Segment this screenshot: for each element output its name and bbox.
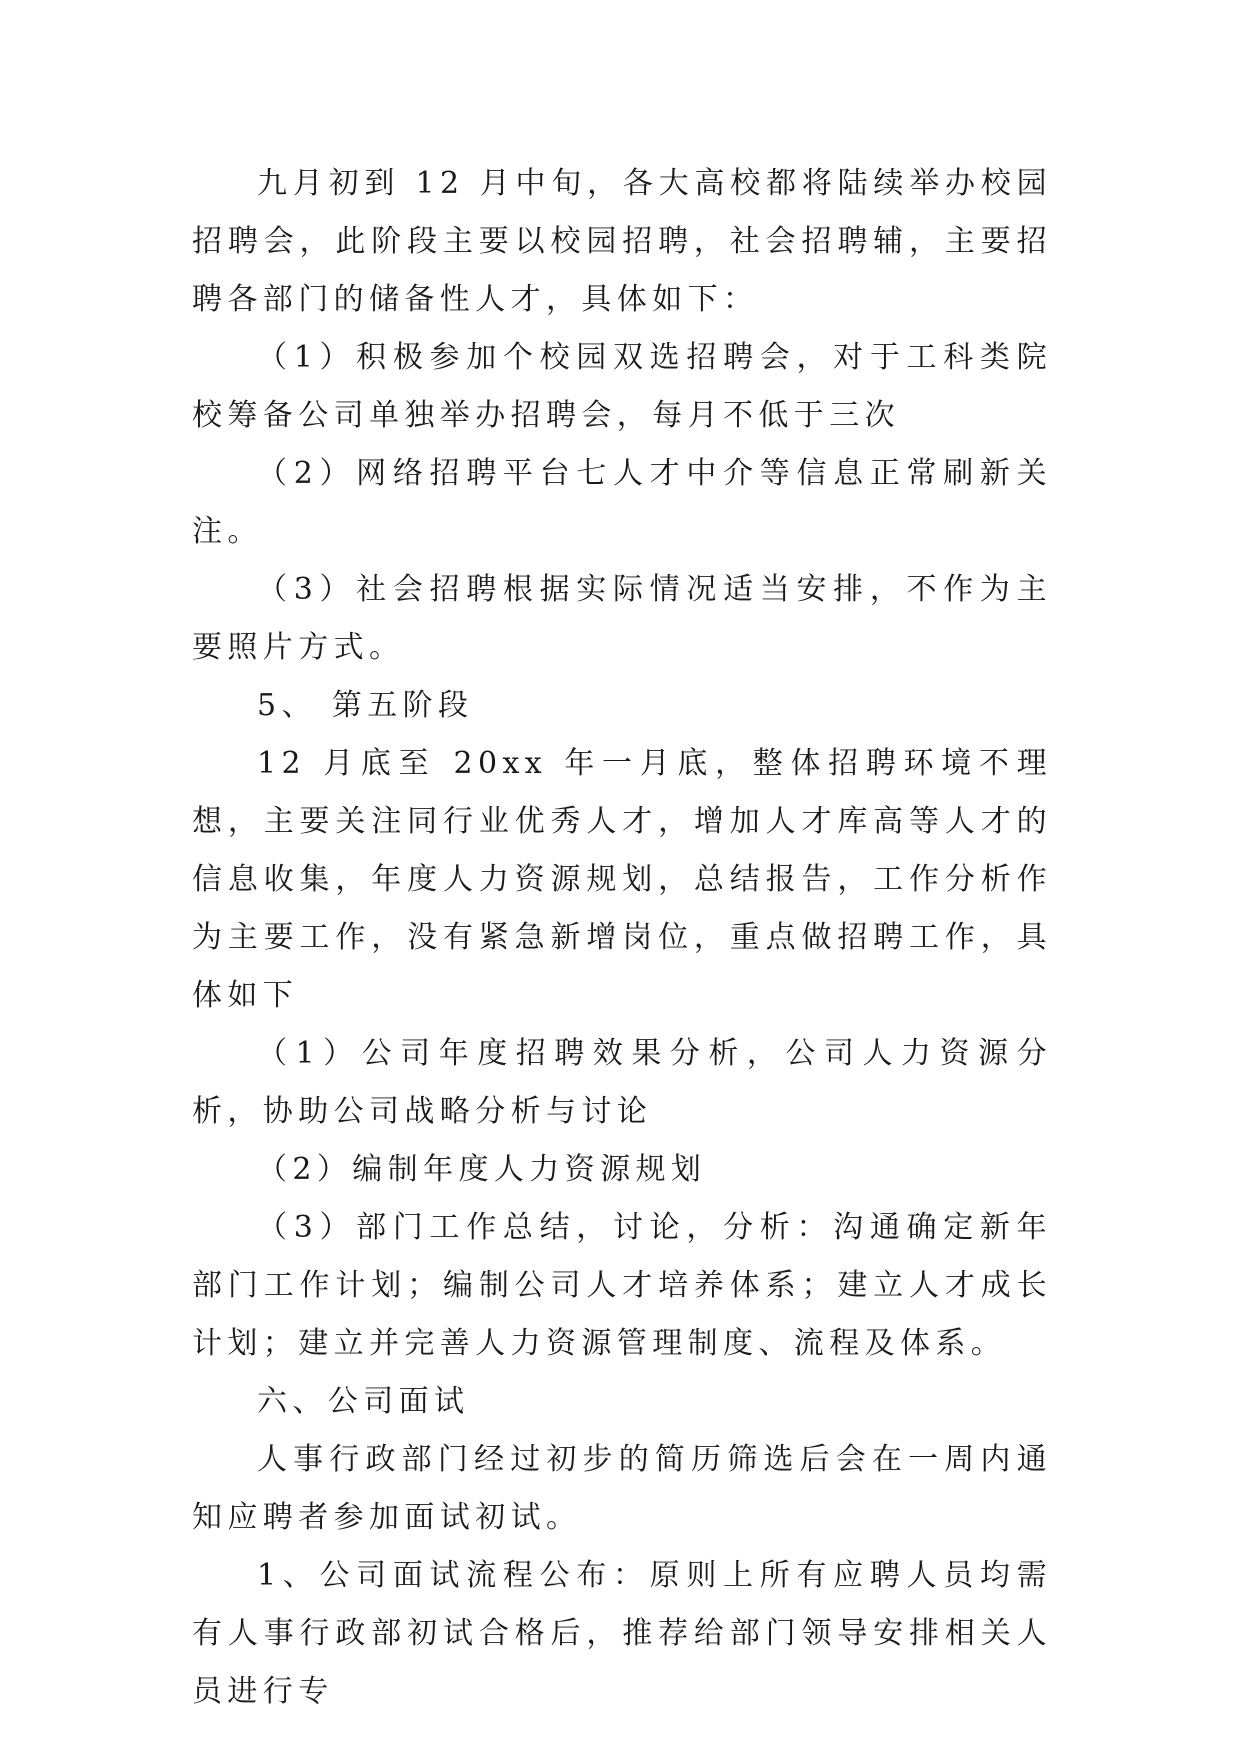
paragraph-interview-notice: 人事行政部门经过初步的简历筛选后会在一周内通知应聘者参加面试初试。 bbox=[192, 1442, 1052, 1535]
paragraph-item-3-department-summary: （3）部门工作总结，讨论，分析：沟通确定新年部门工作计划；编制公司人才培养体系；建立人才成长计划；建立并完善人力资源管理制度、流程及体系。 bbox=[192, 1210, 1052, 1361]
paragraph-item-2-online-platforms: （2）网络招聘平台七人才中介等信息正常刷新关注。 bbox=[192, 456, 1052, 549]
paragraph-item-2-hr-planning: （2）编制年度人力资源规划 bbox=[257, 1152, 707, 1187]
paragraph-item-1-campus-fairs: （1）积极参加个校园双选招聘会，对于工科类院校筹备公司单独举办招聘会，每月不低于三次 bbox=[192, 340, 1052, 433]
paragraph-stage-five-overview: 12 月底至 20xx 年一月底，整体招聘环境不理想，主要关注同行业优秀人才，增加人才库高等人才的信息收集，年度人力资源规划，总结报告，工作分析作为主要工作，没有紧急新增岗位，重点做招聘工作，具体如下 bbox=[192, 746, 1052, 1013]
document-body bbox=[192, 155, 1052, 1721]
paragraph-campus-recruitment: 九月初到 12 月中旬，各大高校都将陆续举办校园招聘会，此阶段主要以校园招聘，社会招聘辅，主要招聘各部门的储备性人才，具体如下： bbox=[192, 166, 1052, 317]
section-heading-stage-five: 5、 第五阶段 bbox=[257, 688, 474, 723]
paragraph-item-3-social-recruitment: （3）社会招聘根据实际情况适当安排，不作为主要照片方式。 bbox=[192, 572, 1052, 665]
paragraph-interview-process: 1、公司面试流程公布：原则上所有应聘人员均需有人事行政部初试合格后，推荐给部门领导安排相关人员进行专 bbox=[192, 1558, 1052, 1709]
section-heading-company-interview: 六、公司面试 bbox=[257, 1384, 470, 1419]
paragraph-item-1-annual-analysis: （1）公司年度招聘效果分析，公司人力资源分析，协助公司战略分析与讨论 bbox=[192, 1036, 1052, 1129]
